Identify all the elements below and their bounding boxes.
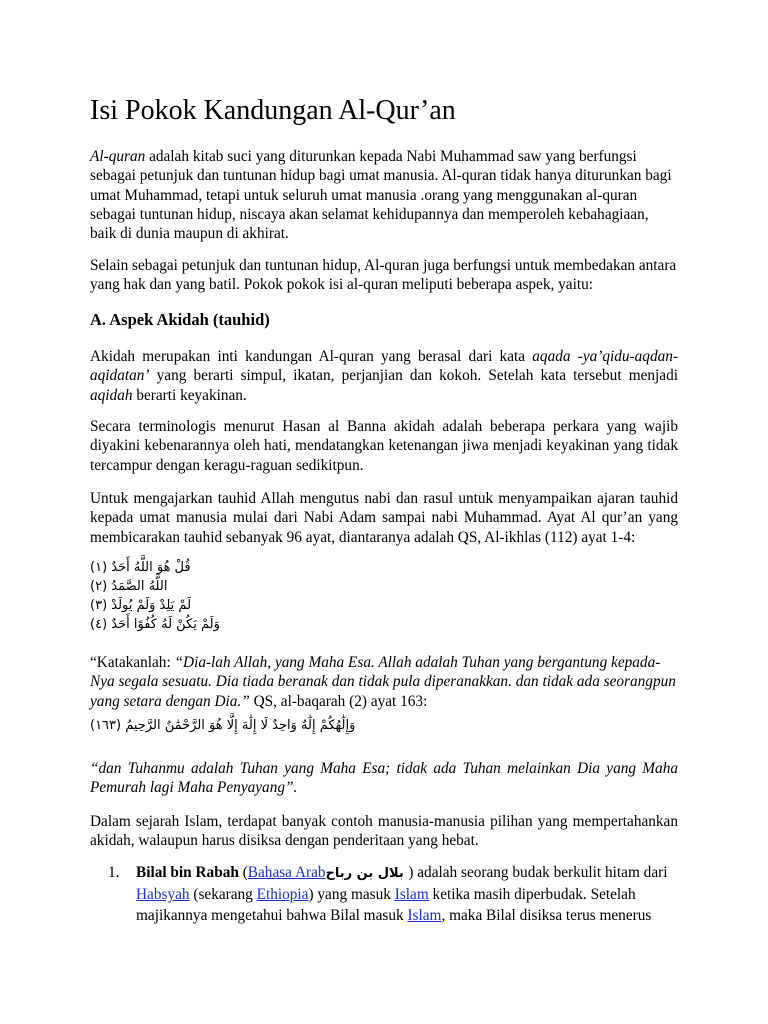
- page-title: Isi Pokok Kandungan Al-Qur’an: [90, 95, 456, 126]
- list-text: (sekarang: [189, 886, 257, 903]
- list-text: ketika masih diperbudak. Setelah majikannya mengetahui bahwa Bilal masuk: [136, 886, 636, 924]
- tauhid-paragraph: Untuk mengajarkan tauhid Allah mengutus nabi dan rasul untuk menyampaikan ajaran tauhid kepada umat manusia mulai dari Nabi Adam sampai nabi Muhammad. Ayat Al qur’an yang membicarakan tauhid sebanyak 96 ayat, diantaranya adalah QS, Al-ikhlas (112) ayat 1-4:: [90, 490, 678, 546]
- history-paragraph: Dalam sejarah Islam, terdapat banyak contoh manusia-manusia pilihan yang mempertahankan akidah, walaupun harus disiksa dengan penderitaan yang hebat.: [90, 813, 678, 850]
- akidah-def-text-b: yang berarti simpul, ikatan, perjanjian dan kokoh. Setelah kata tersebut menjadi: [149, 367, 678, 385]
- arabic-verse: لَمْ يَلِدْ وَلَمْ يُولَدْ (٣): [90, 598, 192, 613]
- link-islam[interactable]: Islam: [407, 907, 442, 924]
- arabic-verse: وَلَمْ يَكُنْ لَهُ كُفُوًا أَحَدٌ (٤): [90, 617, 220, 632]
- person-name: Bilal bin Rabah: [136, 864, 239, 881]
- list-item-number: 1.: [108, 864, 120, 881]
- aqidah-term: aqidah: [90, 386, 133, 404]
- arabic-verse: اللَّهُ الصَّمَدُ (٢): [90, 579, 168, 594]
- intro-paragraph: [90, 147, 678, 243]
- al-baqarah-verse: [90, 716, 390, 735]
- akidah-def-text-a: Akidah merupakan inti kandungan Al-quran yang berasal dari kata: [90, 348, 533, 365]
- list-text: ) adalah seorang budak berkulit hitam dari: [408, 864, 668, 881]
- link-ethiopia[interactable]: Ethiopia: [256, 886, 309, 903]
- arabic-verse: قُلْ هُوَ اللَّهُ أَحَدٌ (١): [90, 560, 191, 575]
- quote-text: “dan Tuhanmu adalah Tuhan yang Maha Esa; tidak ada Tuhan melainkan Dia yang Maha Pemurah lagi Maha Penyayang”.: [90, 760, 678, 797]
- arabic-name: بلال بن رباح: [325, 866, 409, 881]
- link-habsyah[interactable]: Habsyah: [136, 886, 190, 903]
- intro-lead-term: Al-quran: [90, 148, 146, 165]
- quote-opening: “Katakanlah:: [90, 654, 175, 671]
- intro-text: adalah kitab suci yang diturunkan kepada Nabi Muhammad saw yang berfungsi sebagai petunjuk dan tuntunan hidup bagi umat manusia. Al-quran tidak hanya diturunkan bagi umat Muhammad, tetapi untuk seluruh umat manusia .orang yang menggunakan al-quran sebagai tuntunan hidup, niscaya akan selamat kehidupannya dan memperoleh kebahagiaan, baik di dunia maupun di akhirat.: [90, 148, 672, 243]
- quote-text: “Dia-lah Allah, yang Maha Esa. Allah adalah Tuhan yang bergantung kepada-Nya segala sesuatu. Dia tiada beranak dan tidak pula diperanakkan. dan tidak ada seorangpun yang setara dengan Dia.”: [90, 654, 676, 710]
- terminology-paragraph: Secara terminologis menurut Hasan al Banna akidah adalah beberapa perkara yang wajib diyakini kebenarannya oleh hati, mendatangkan ketenangan jiwa menjadi keyakinan yang tidak tercampur dengan keragu-raguan sedikitpun.: [90, 418, 678, 474]
- akidah-definition-paragraph: [90, 347, 678, 405]
- arabic-verse: وَإِلَٰهُكُمْ إِلَٰهٌ وَاحِدٌ لَا إِلَٰهَ إِلَّا هُوَ الرَّحْمَٰنُ الرَّحِيمُ (١٦٣): [90, 718, 356, 733]
- akidah-def-text-c: berarti keyakinan.: [132, 386, 247, 404]
- link-bahasa-arab[interactable]: Bahasa Arab: [247, 864, 326, 881]
- al-ikhlas-translation: [90, 653, 678, 711]
- al-ikhlas-verses: [90, 558, 240, 634]
- list-item: [90, 862, 678, 926]
- al-baqarah-translation: [90, 759, 678, 798]
- quote-reference: QS, al-baqarah (2) ayat 163:: [249, 692, 428, 710]
- link-islam[interactable]: Islam: [394, 886, 429, 903]
- list-text: , maka Bilal disiksa terus menerus: [441, 907, 652, 924]
- function-paragraph: Selain sebagai petunjuk dan tuntunan hidup, Al-quran juga berfungsi untuk membedakan antara yang hak dan yang batil. Pokok pokok isi al-quran meliputi beberapa aspek, yaitu:: [90, 257, 677, 294]
- akidah-term: aqada -ya’qidu-aqdan-aqidatan’: [90, 348, 678, 385]
- section-heading-akidah: A. Aspek Akidah (tauhid): [90, 310, 270, 329]
- examples-list: [90, 862, 678, 926]
- list-text: (: [238, 864, 248, 881]
- list-text: ) yang masuk: [308, 886, 395, 903]
